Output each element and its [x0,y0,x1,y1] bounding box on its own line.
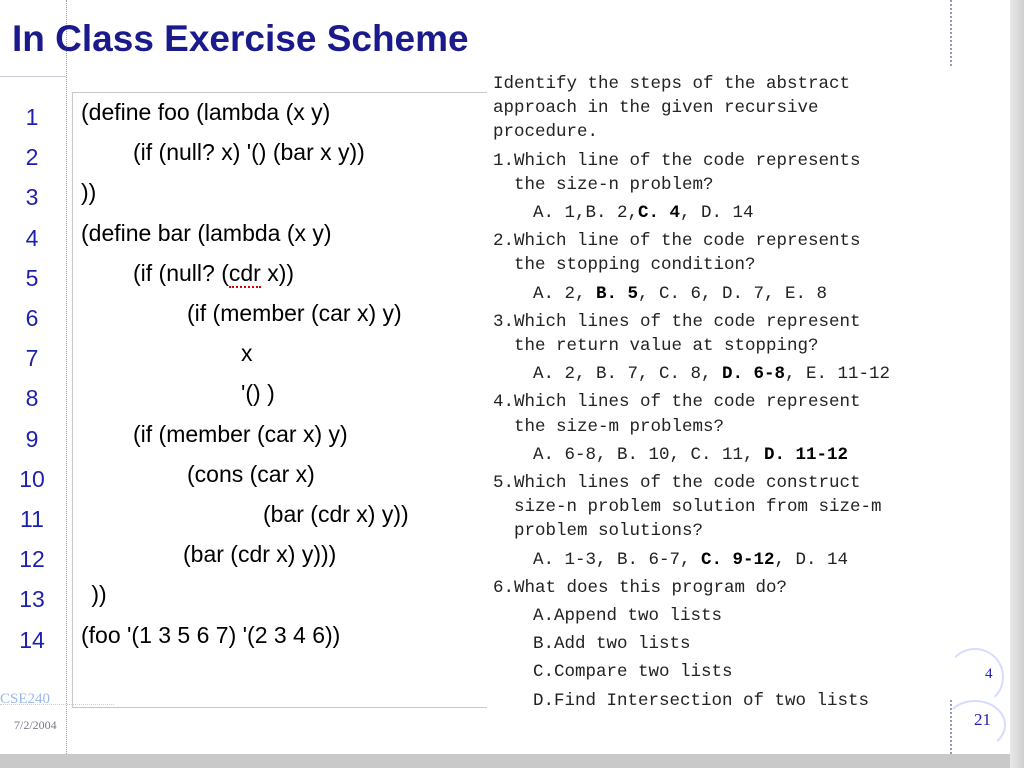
code-line: (cons (car x) [187,460,315,487]
answer-choice: C.Compare two lists [533,662,733,683]
line-number: 10 [19,465,45,492]
question-text: 3.Which lines of the code represent [493,311,861,332]
slide-shadow-right [1010,0,1024,768]
code-line: (if (member (car x) y) [187,300,402,326]
question-text: 6.What does this program do? [493,577,788,598]
question-text: 5.Which lines of the code construct [493,473,861,493]
line-number: 1 [25,104,39,130]
correct-answer: D. 11-12 [764,444,849,465]
page-number: 21 [974,710,991,729]
question-text: 1.Which line of the code represents [493,150,861,171]
question-text: problem solutions? [493,521,704,542]
line-number: 3 [25,184,39,211]
answer-option: , D. 14 [774,549,849,570]
correct-answer: D. 6-8 [722,364,786,385]
line-number: 6 [25,305,39,331]
footer-course-underline [0,704,114,705]
intro-text: Identify the steps of the abstract [493,74,851,94]
right-guide-line-top [950,0,952,66]
question-text: the size-n problem? [493,174,714,195]
answer-choice: A.Append two lists [533,606,723,626]
page-arc-small [946,648,1004,706]
answer-options [533,203,754,223]
line-number: 13 [19,586,45,613]
line-number: 11 [20,506,44,532]
question-text: the stopping condition? [493,255,756,276]
line-number: 4 [25,224,39,251]
answer-option: A. 1, [533,203,586,223]
code-line: (define bar (lambda (x y) [81,219,332,246]
code-line: (if (null? (cdr x)) [133,259,295,286]
answer-options [533,284,827,304]
line-number: 14 [19,626,45,653]
code-line: (define foo (lambda (x y) [81,99,331,125]
question-text: 4.Which lines of the code represent [493,392,861,413]
line-number: 7 [25,345,39,372]
answer-option: , D. 14 [680,203,754,223]
slide-title: In Class Exercise Scheme [12,18,469,59]
code-line: (bar (cdr x) y))) [183,541,337,568]
answer-option: A. 1-3, B. 6-7, [533,549,702,570]
answer-option: A. 2, B. 7, C. 8, [533,364,723,385]
intro-text: procedure. [493,122,599,143]
code-line: )) [85,581,107,608]
intro-text: approach in the given recursive [493,98,819,119]
answer-option: , C. 6, D. 7, E. 8 [638,283,828,304]
code-line: x [241,340,253,367]
slide-shadow-bottom [0,754,1024,768]
line-number: 8 [25,385,39,412]
footer-course: CSE240 [0,691,51,707]
line-number: 5 [25,264,39,291]
code-line: (if (member (car x) y) [133,420,348,447]
line-number: 12 [19,546,45,573]
answer-options [533,550,848,570]
answer-option: A. 6-8, B. 10, C. 11, [533,444,765,465]
answer-option: A. 2, [533,283,597,304]
answer-options [533,445,848,465]
answer-option: , E. 11-12 [785,364,891,385]
line-number: 2 [25,144,39,171]
footer-date: 7/2/2004 [14,718,57,732]
left-guide-line [66,0,67,754]
code-line: (foo '(1 3 5 6 7) '(2 3 4 6)) [81,621,341,648]
correct-answer: C. 9-12 [701,549,775,570]
correct-answer: B. 5 [596,283,639,304]
question-text: 2.Which line of the code represents [493,231,861,252]
answer-choice: D.Find Intersection of two lists [533,690,870,711]
spellcheck-word: cdr [228,259,261,286]
code-box [72,92,487,708]
code-line: '() ) [241,380,275,407]
answer-options [533,364,890,384]
page-number-small: 4 [985,666,993,682]
question-text: the return value at stopping? [493,336,819,356]
line-number: 9 [25,425,39,452]
left-divider [0,76,66,77]
question-text: size-n problem solution from size-m [493,497,882,518]
code-line: (if (null? x) '() (bar x y)) [133,139,365,166]
answer-choice: B.Add two lists [533,634,691,655]
question-text: the size-m problems? [493,416,725,437]
correct-answer: C. 4 [638,203,681,223]
code-line: (bar (cdr x) y)) [263,501,409,527]
answer-option: B. 2, [585,203,639,223]
code-line: )) [81,179,97,206]
